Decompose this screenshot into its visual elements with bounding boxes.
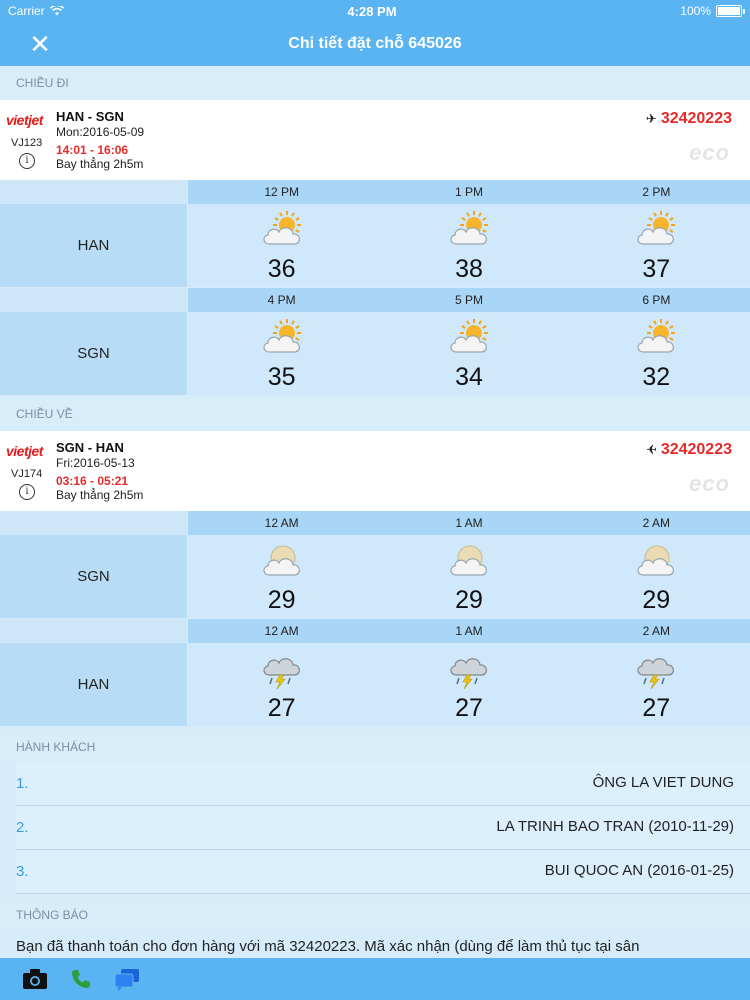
weather-city-column [0,180,187,287]
plane-icon: ✈ [645,442,657,457]
weather-hours-row [188,511,750,535]
weather-city-name: HAN [0,204,187,287]
passenger-number: 3. [16,863,29,880]
nav-bar [0,22,750,66]
cloudy-night-icon [260,541,304,586]
wifi-icon [50,6,64,16]
weather-temperature: 27 [642,694,671,722]
weather-hour-label: 1 AM [455,624,483,638]
fare-class-badge: eco [689,471,730,496]
weather-temperature: 34 [455,363,483,391]
weather-hour-label: 2 AM [642,624,670,638]
fare-class-badge: eco [689,140,730,165]
weather-city-name: HAN [0,643,187,726]
weather-temperature: 38 [455,255,483,283]
battery-percent: 100% [680,4,711,18]
weather-hour-label: 2 AM [642,516,670,530]
weather-cells-row [188,312,750,395]
weather-hour-label: 2 PM [642,185,671,199]
weather-cells-row [188,535,750,618]
weather-cells-row [188,204,750,287]
passenger-name: ÔNG LA VIET DUNG [592,774,734,791]
flight-route: SGN - HAN [56,440,124,455]
passenger-name: BUI QUOC AN (2016-01-25) [544,862,734,879]
thunderstorm-icon [447,649,491,694]
flight-code: VJ123 [11,137,43,149]
thunderstorm-icon [634,649,678,694]
status-time: 4:28 PM [347,3,397,19]
passenger-number: 2. [16,819,29,836]
weather-grid [188,288,750,395]
info-icon[interactable]: i [19,484,35,500]
weather-city-header [0,288,187,312]
weather-city-header [0,619,187,643]
chat-icon[interactable] [114,966,140,992]
weather-grid [188,511,750,618]
passengers-section-header: HÀNH KHÁCH [0,730,750,764]
phone-icon[interactable] [68,966,94,992]
outbound-flight-card[interactable] [0,100,750,180]
flight-route: HAN - SGN [56,109,124,124]
weather-temperature: 32 [642,363,671,391]
return-section-header: CHIỀU VỀ [0,397,750,431]
passenger-name: LA TRINH BAO TRAN (2010-11-29) [496,818,734,835]
close-icon[interactable]: ✕ [29,29,51,59]
weather-city-column [0,619,187,726]
camera-icon[interactable] [22,966,48,992]
weather-hour-label: 12 AM [264,516,299,530]
booking-code-value: 32420223 [660,441,732,458]
weather-hour-label: 1 AM [455,516,483,530]
weather-temperature: 27 [267,694,296,722]
return-flight-card[interactable] [0,431,750,511]
status-bar [0,0,750,22]
partly-cloudy-sun-icon [260,318,304,363]
partly-cloudy-sun-icon [634,210,678,255]
weather-cell [188,535,375,618]
partly-cloudy-sun-icon [447,210,491,255]
page-title: Chi tiết đặt chỗ 645026 [288,35,462,52]
notice-text: Bạn đã thanh toán cho đơn hàng với mã 32420223. Mã xác nhận (dùng để làm thủ tục tại sân [16,938,640,955]
weather-cell [375,535,562,618]
flight-times: 14:01 - 16:06 [56,143,129,157]
flight-duration: Bay thẳng 2h5m [56,488,144,502]
weather-city-header [0,511,187,535]
weather-hour-label: 12 AM [264,624,299,638]
cloudy-night-icon [447,541,491,586]
battery-icon [716,5,742,17]
flight-duration: Bay thẳng 2h5m [56,157,144,171]
weather-cell [563,643,750,726]
weather-city-column [0,511,187,618]
weather-temperature: 29 [455,586,483,614]
bottom-toolbar [0,958,750,1000]
outbound-section-header: CHIỀU ĐI [0,66,750,100]
weather-city-column [0,288,187,395]
weather-city-name: SGN [0,535,187,618]
weather-cell [188,643,375,726]
weather-temperature: 29 [642,586,671,614]
cloudy-night-icon [634,541,678,586]
weather-hour-label: 1 PM [454,185,483,199]
booking-code [646,110,732,128]
passenger-row[interactable] [16,850,750,894]
weather-cell [375,204,562,287]
top-bar [0,0,750,66]
vietjet-logo: vietjet [6,443,43,459]
weather-cell [188,204,375,287]
weather-grid [188,619,750,726]
thunderstorm-icon [260,649,304,694]
weather-cell [563,312,750,395]
weather-temperature: 29 [267,586,296,614]
weather-city-header [0,180,187,204]
partly-cloudy-sun-icon [260,210,304,255]
passenger-number: 1. [16,775,29,792]
weather-cell [563,535,750,618]
weather-cell [188,312,375,395]
weather-hour-label: 6 PM [642,293,671,307]
plane-icon: ✈ [645,111,657,126]
weather-cell [375,643,562,726]
weather-cell [375,312,562,395]
flight-date: Mon:2016-05-09 [56,125,145,139]
weather-city-name: SGN [0,312,187,395]
passenger-row[interactable] [16,762,750,806]
passenger-list [0,762,750,894]
partly-cloudy-sun-icon [447,318,491,363]
flight-times: 03:16 - 05:21 [56,474,129,488]
booking-code [646,441,732,459]
notice-section-header: THÔNG BÁO [0,898,750,932]
weather-grid [188,180,750,287]
carrier-label: Carrier [8,4,45,18]
weather-hours-row [188,180,750,204]
weather-cell [563,204,750,287]
weather-temperature: 35 [267,363,296,391]
weather-temperature: 27 [455,694,483,722]
info-icon[interactable]: i [19,153,35,169]
weather-temperature: 37 [642,255,671,283]
partly-cloudy-sun-icon [634,318,678,363]
weather-cells-row [188,643,750,726]
weather-temperature: 36 [267,255,296,283]
weather-hours-row [188,619,750,643]
booking-code-value: 32420223 [660,110,732,127]
flight-code: VJ174 [11,468,43,480]
weather-hour-label: 12 PM [264,185,299,199]
passenger-row[interactable] [16,806,750,850]
weather-hour-label: 4 PM [267,293,296,307]
flight-date: Fri:2016-05-13 [56,456,135,470]
weather-hour-label: 5 PM [454,293,483,307]
battery-fill [718,7,740,15]
weather-hours-row [188,288,750,312]
vietjet-logo: vietjet [6,112,43,128]
